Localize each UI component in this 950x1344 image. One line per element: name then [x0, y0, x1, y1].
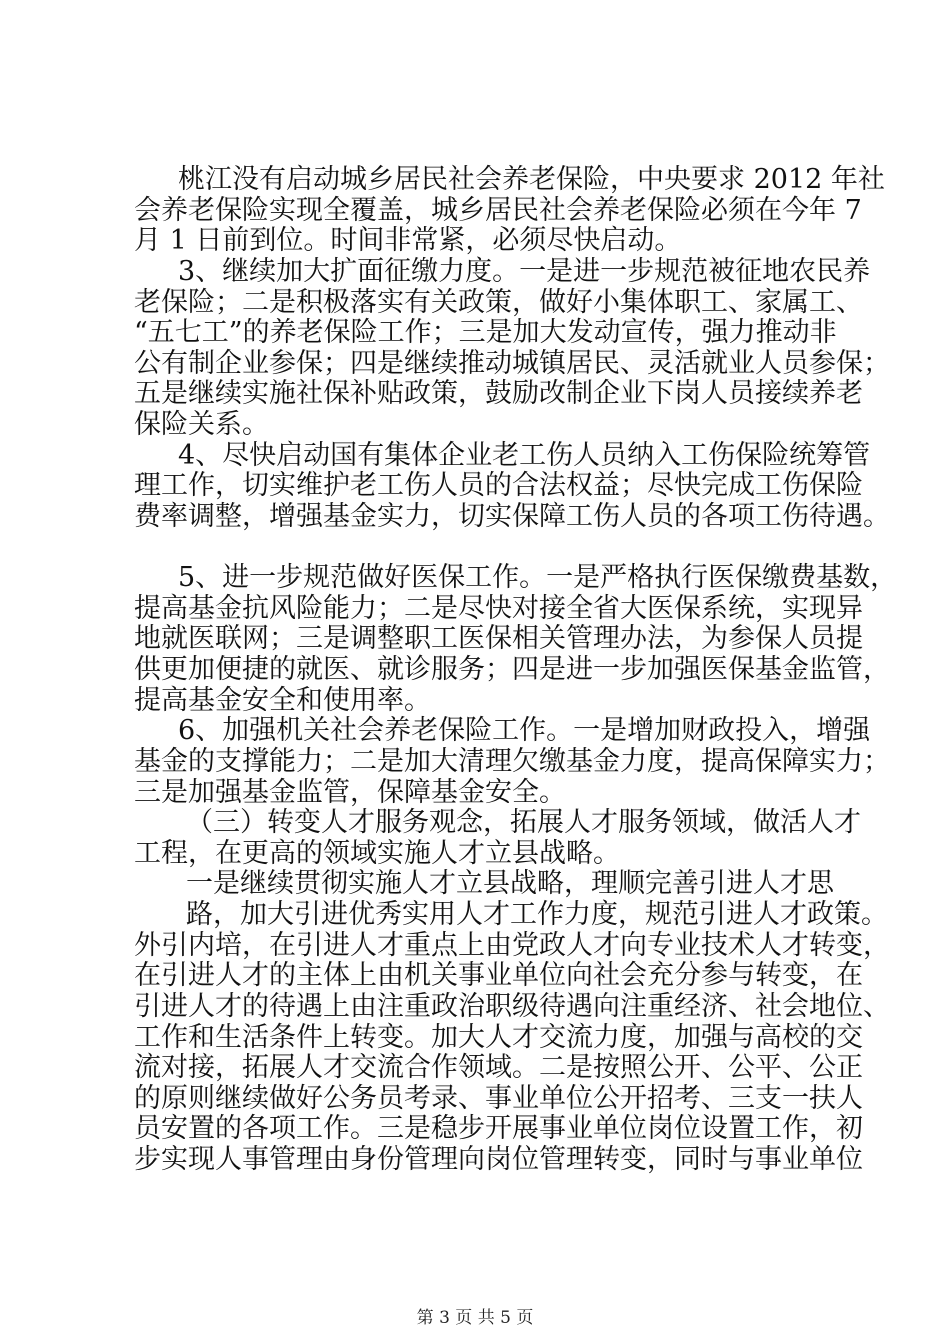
text-line: 外引内培，在引进人才重点上由党政人才向专业技术人才转变， [134, 930, 890, 961]
text-line: 基金的支撑能力；二是加大清理欠缴基金力度，提高保障实力； [134, 746, 890, 777]
text-line: 供更加便捷的就医、就诊服务；四是进一步加强医保基金监管， [134, 654, 890, 685]
text-line: 桃江没有启动城乡居民社会养老保险，中央要求 2012 年社 [178, 164, 885, 195]
text-line: 提高基金抗风险能力；二是尽快对接全省大医保系统，实现异 [134, 593, 863, 624]
text-line: 会养老保险实现全覆盖，城乡居民社会养老保险必须在今年 7 [134, 195, 862, 226]
text-line: “五七工”的养老保险工作；三是加大发动宣传，强力推动非 [134, 317, 837, 348]
text-line: 五是继续实施社保补贴政策，鼓励改制企业下岗人员接续养老 [134, 378, 863, 409]
text-line: 三是加强基金监管，保障基金安全。 [134, 777, 566, 808]
text-line: 地就医联网；三是调整职工医保相关管理办法，为参保人员提 [134, 623, 863, 654]
text-line: 流对接，拓展人才交流合作领域。二是按照公开、公平、公正 [134, 1052, 863, 1083]
text-line: 公有制企业参保；四是继续推动城镇居民、灵活就业人员参保； [134, 348, 890, 379]
text-line: 6、加强机关社会养老保险工作。一是增加财政投入，增强 [178, 715, 871, 746]
text-line: 提高基金安全和使用率。 [134, 685, 431, 716]
text-line: 理工作，切实维护老工伤人员的合法权益；尽快完成工伤保险 [134, 470, 863, 501]
text-line: 路，加大引进优秀实用人才工作力度，规范引进人才政策。 [186, 899, 888, 930]
text-line: 工程，在更高的领域实施人才立县战略。 [134, 838, 620, 869]
text-line: 4、尽快启动国有集体企业老工伤人员纳入工伤保险统筹管 [178, 440, 871, 471]
text-line: 保险关系。 [134, 409, 269, 440]
text-line: 一是继续贯彻实施人才立县战略，理顺完善引进人才思 [186, 868, 834, 899]
text-line: 在引进人才的主体上由机关事业单位向社会充分参与转变，在 [134, 960, 863, 991]
page-footer: 第 3 页 共 5 页 [416, 1308, 534, 1328]
text-line: 员安置的各项工作。三是稳步开展事业单位岗位设置工作，初 [134, 1113, 863, 1144]
text-line: 费率调整，增强基金实力，切实保障工伤人员的各项工伤待遇。 [134, 501, 890, 532]
text-line: 引进人才的待遇上由注重政治职级待遇向注重经济、社会地位、 [134, 991, 890, 1022]
text-line: 的原则继续做好公务员考录、事业单位公开招考、三支一扶人 [134, 1083, 863, 1114]
text-line: 3、继续加大扩面征缴力度。一是进一步规范被征地农民养 [178, 256, 871, 287]
text-line: （三）转变人才服务观念，拓展人才服务领域，做活人才 [186, 807, 861, 838]
text-line: 老保险；二是积极落实有关政策，做好小集体职工、家属工、 [134, 287, 863, 318]
text-line: 步实现人事管理由身份管理向岗位管理转变，同时与事业单位 [134, 1144, 863, 1175]
text-line: 工作和生活条件上转变。加大人才交流力度，加强与高校的交 [134, 1022, 863, 1053]
text-line: 月 1 日前到位。时间非常紧，必须尽快启动。 [134, 225, 682, 256]
text-line: 5、进一步规范做好医保工作。一是严格执行医保缴费基数， [178, 562, 898, 593]
